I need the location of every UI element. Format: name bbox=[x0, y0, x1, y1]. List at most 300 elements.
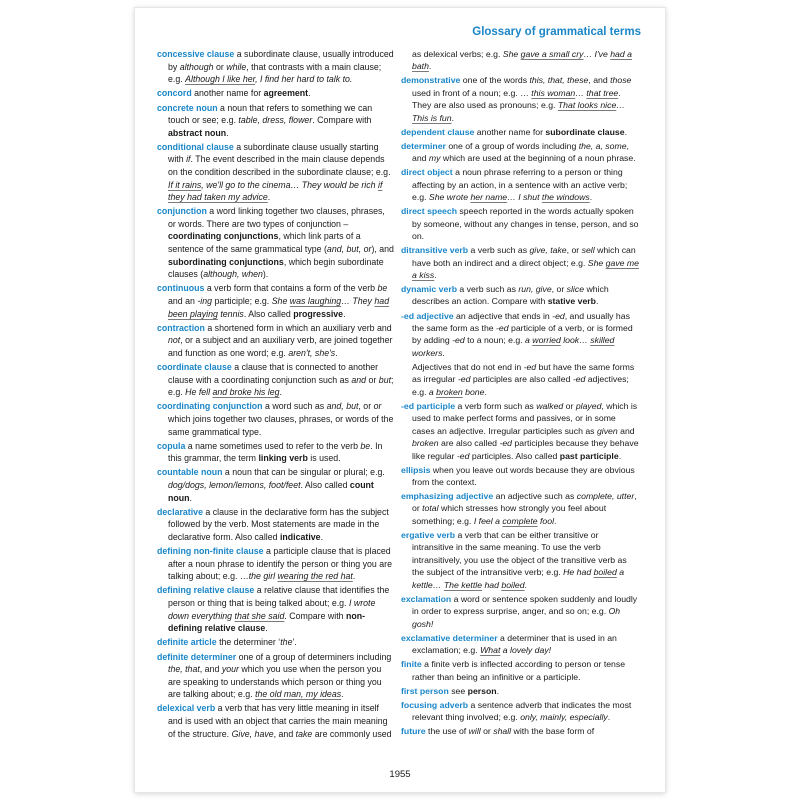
definition-text: which are used at the beginning of a noun phrase. bbox=[440, 153, 636, 164]
definition-text: , or bbox=[551, 284, 567, 295]
example-text: if bbox=[186, 154, 191, 165]
definition-text: a participle clause that is placed after a noun phrase to identify the person or thing you are talking about; e.g. … bbox=[168, 546, 392, 582]
glossary-entry bbox=[401, 490, 639, 527]
glossary-entry bbox=[401, 310, 639, 360]
example-text: dog/dogs, lemon/lemons, foot/feet bbox=[168, 480, 301, 491]
definition-text: , and usually has the same form as the bbox=[412, 310, 630, 333]
headword: direct object bbox=[401, 167, 453, 178]
glossary-entry bbox=[157, 466, 395, 504]
headword: contraction bbox=[157, 322, 205, 333]
definition-text: , or bbox=[358, 401, 374, 412]
definition-text: . The event described in the main clause depends on the condition described in the subordinate clause; e.g. bbox=[168, 154, 391, 177]
definition-text: Adjectives that do not end in bbox=[412, 361, 524, 372]
definition-text: one of a group of words including bbox=[445, 140, 579, 151]
example-text: table, dress, flower bbox=[238, 115, 313, 126]
definition-text: one of a group of determiners including bbox=[236, 651, 392, 662]
example-text: She bbox=[587, 257, 606, 268]
underlined-example: had a bath bbox=[412, 49, 632, 72]
example-text: a bbox=[428, 386, 437, 397]
definition-text: . bbox=[595, 296, 599, 307]
definition-text: participle; e.g. bbox=[212, 295, 272, 306]
cross-reference-term: progressive bbox=[293, 308, 344, 319]
glossary-entry bbox=[157, 545, 395, 583]
glossary-entry bbox=[157, 141, 395, 204]
definition-text: a verb such as bbox=[457, 284, 519, 295]
definition-text: speech reported in the words actually spoken by someone, without any changes in tense, person, and so on. bbox=[412, 206, 639, 242]
headword: -ed participle bbox=[401, 400, 456, 411]
definition-text: one of the words bbox=[460, 75, 530, 86]
underlined-example: the old man, my ideas bbox=[255, 689, 342, 700]
definition-text: . bbox=[308, 88, 311, 99]
definition-text: . bbox=[451, 112, 455, 123]
definition-text: another name for bbox=[474, 126, 546, 137]
definition-text: the use of bbox=[425, 726, 469, 737]
example-text: -ed bbox=[523, 361, 537, 372]
example-text: not bbox=[168, 335, 181, 346]
glossary-entry bbox=[157, 205, 395, 280]
headword: continuous bbox=[157, 283, 205, 294]
definition-text: . bbox=[589, 192, 593, 203]
definition-text: . bbox=[484, 386, 487, 397]
definition-text: which stresses how strongly you feel about something; e.g. bbox=[412, 503, 607, 526]
definition-text: , or a subject and an auxiliary verb, are joined together and function as one word; e.g. bbox=[168, 335, 393, 358]
headword: dependent clause bbox=[401, 126, 475, 137]
definition-text: participles. Also called bbox=[469, 450, 560, 461]
glossary-entry bbox=[157, 322, 395, 360]
example-text: She wrote bbox=[428, 192, 471, 203]
glossary-entry bbox=[157, 282, 395, 320]
definition-text: ), and bbox=[371, 244, 394, 255]
headword: defining relative clause bbox=[157, 585, 255, 596]
headword: ellipsis bbox=[401, 464, 431, 475]
underlined-example: was laughing bbox=[289, 295, 342, 306]
glossary-entry bbox=[401, 166, 639, 203]
definition-text: . bbox=[524, 579, 527, 590]
glossary-entry bbox=[401, 699, 639, 724]
definition-text: participles because they behave like regular bbox=[412, 438, 639, 461]
definition-text: . They are also used as pronouns; e.g. bbox=[412, 87, 621, 111]
definition-text: a word or sentence spoken suddenly and loudly in order to express surprise, anger, and so on; e.g. bbox=[412, 593, 638, 617]
definition-text: and an bbox=[168, 295, 198, 306]
definition-text: . bbox=[496, 685, 500, 696]
definition-text: which joins together two clauses, phrases, or words of the same grammatical type. bbox=[168, 413, 394, 437]
definition-text: is used. bbox=[307, 453, 341, 464]
glossary-entry bbox=[401, 464, 639, 489]
definition-text: or bbox=[480, 726, 494, 737]
headword: delexical verb bbox=[157, 703, 216, 714]
definition-text: . bbox=[352, 571, 356, 582]
example-text: the, that bbox=[168, 664, 200, 675]
definition-text: , and bbox=[412, 140, 629, 164]
glossary-entry bbox=[157, 506, 395, 544]
example-text: tennis bbox=[217, 308, 244, 319]
headword: conjunction bbox=[157, 206, 207, 217]
definition-text: a sentence adverb that indicates the most relevant thing involved; e.g. bbox=[412, 699, 632, 722]
cross-reference-term: agreement bbox=[263, 88, 309, 99]
glossary-entry bbox=[157, 361, 395, 399]
definition-text: . bbox=[434, 270, 437, 280]
example-text: slice bbox=[566, 284, 585, 295]
definition-text: . bbox=[265, 623, 268, 634]
example-text: take bbox=[295, 728, 313, 739]
headword: defining non-finite clause bbox=[157, 546, 264, 557]
cross-reference-term: subordinate clause bbox=[545, 126, 625, 137]
headword: definite determiner bbox=[157, 651, 237, 662]
glossary-entry bbox=[157, 400, 395, 438]
underlined-example: this woman bbox=[531, 87, 576, 98]
example-text: … bbox=[575, 87, 587, 98]
definition-text: a word such as bbox=[262, 401, 327, 412]
definition-text: an adjective such as bbox=[493, 491, 577, 501]
definition-text: ’. bbox=[292, 637, 297, 648]
underlined-example: skilled bbox=[590, 335, 615, 346]
headword: conditional clause bbox=[157, 141, 234, 152]
headword: future bbox=[401, 726, 426, 737]
definition-text: . Compare with bbox=[284, 610, 347, 621]
definition-text: a clause that is connected to another clause with a coordinating conjunction such as bbox=[168, 362, 379, 385]
underlined-example: What bbox=[480, 645, 501, 656]
definition-text: , or bbox=[412, 491, 637, 514]
definition-text: a determiner that is used in an exclamation; e.g. bbox=[412, 632, 617, 656]
headword: dynamic verb bbox=[401, 284, 458, 295]
underlined-example: gave me a kiss bbox=[412, 257, 639, 280]
definition-text: a word linking together two clauses, phrases, or words. There are two types of conjunction – bbox=[168, 206, 385, 229]
definition-text: a verb form that contains a form of the verb bbox=[204, 283, 378, 294]
definition-text: a shortened form in which an auxiliary verb and bbox=[204, 322, 392, 333]
example-text: -ed bbox=[496, 322, 509, 333]
definition-text: adjectives; e.g. bbox=[412, 374, 629, 397]
underlined-example: if they had taken my advice bbox=[168, 179, 383, 203]
example-text: those bbox=[610, 75, 632, 86]
definition-text: an adjective that ends in bbox=[453, 310, 553, 321]
definition-text: or bbox=[366, 374, 379, 385]
definition-text: a verb that can be either transitive or intransitive in the same meaning. To use the verb intransitively, you use the object of the transitive verb as the subject of the intransitive verb; e.g. bbox=[412, 529, 627, 578]
definition-text: a verb that has very little meaning in itself and is used with an object that carries the main meaning of the structure. bbox=[168, 703, 388, 739]
glossary-entry bbox=[157, 48, 395, 86]
definition-text: to a noun; e.g. bbox=[464, 335, 526, 346]
example-text: She bbox=[502, 49, 521, 59]
example-text: I wrote down everything bbox=[168, 598, 376, 621]
definition-text: . In this grammar, the term bbox=[168, 440, 383, 464]
definition-text: . bbox=[624, 126, 627, 137]
definition-text: . Also called bbox=[243, 308, 294, 319]
headword: ergative verb bbox=[401, 529, 456, 540]
example-text: , we'll go to the cinema… They would be rich bbox=[201, 179, 378, 190]
definition-text: or bbox=[563, 400, 576, 411]
definition-text: and bbox=[617, 425, 635, 436]
example-text: -ed bbox=[457, 374, 471, 385]
glossary-entry bbox=[157, 636, 395, 649]
underlined-example: The kettle bbox=[443, 579, 483, 590]
definition-text: . bbox=[618, 450, 622, 461]
example-text: … I shut bbox=[507, 192, 542, 203]
headword: concrete noun bbox=[157, 102, 218, 113]
underlined-example: wearing the red hat bbox=[277, 571, 353, 582]
definition-text: ; e.g. bbox=[168, 374, 394, 398]
definition-text: a finite verb is inflected according to person or tense rather than being an infinitive or a participle. bbox=[412, 659, 626, 682]
glossary-continuation bbox=[401, 48, 639, 73]
glossary-entry bbox=[401, 74, 639, 124]
example-text: -ed bbox=[552, 310, 565, 321]
example-text: Oh gosh! bbox=[412, 606, 621, 629]
example-text: although bbox=[179, 61, 214, 72]
page-number: 1955 bbox=[389, 769, 411, 780]
left-column bbox=[157, 48, 395, 742]
headword: emphasizing adjective bbox=[401, 491, 494, 501]
definition-text: as delexical verbs; e.g. bbox=[412, 49, 503, 59]
example-text: aren't, she's bbox=[288, 347, 336, 358]
definition-text: . bbox=[442, 347, 445, 358]
glossary-entry bbox=[401, 632, 639, 657]
underlined-example: gave a small cry bbox=[520, 49, 584, 59]
example-text: shall bbox=[493, 726, 512, 737]
headword: finite bbox=[401, 659, 422, 670]
example-text: … They bbox=[341, 295, 375, 306]
definition-text: , and bbox=[199, 664, 222, 675]
underlined-example: and broke his leg bbox=[212, 387, 280, 398]
example-text: sell bbox=[581, 245, 595, 256]
underlined-example: that tree bbox=[586, 87, 619, 98]
definition-text: . bbox=[267, 192, 271, 203]
definition-text: participle of a verb, or is formed by adding bbox=[412, 322, 633, 346]
headword: coordinating conjunction bbox=[157, 401, 263, 412]
underlined-example: boiled bbox=[593, 567, 617, 578]
definition-text: . bbox=[335, 347, 338, 358]
headword: exclamative determiner bbox=[401, 632, 498, 643]
definition-text: participles are also called bbox=[470, 374, 573, 385]
example-text: total bbox=[422, 503, 439, 514]
glossary-entry bbox=[157, 584, 395, 634]
right-column bbox=[401, 48, 639, 739]
example-text: broken bbox=[412, 438, 439, 449]
definition-text: . bbox=[343, 308, 346, 319]
underlined-example: Although I like her bbox=[185, 74, 256, 85]
definition-text: . bbox=[554, 515, 557, 526]
definition-text: a verb such as bbox=[468, 245, 530, 256]
definition-text: a verb form such as bbox=[455, 400, 537, 411]
glossary-entry bbox=[401, 725, 639, 737]
cross-reference-term: count noun bbox=[168, 480, 374, 503]
definition-text: a relative clause that identifies the person or thing that is being talked about; e.g. bbox=[168, 585, 390, 608]
glossary-entry bbox=[401, 593, 639, 630]
cross-reference-term: abstract noun bbox=[168, 127, 227, 138]
example-text: a bbox=[525, 335, 533, 346]
example-text: and, but, or bbox=[326, 244, 372, 255]
headword: concord bbox=[157, 88, 192, 99]
definition-text: . bbox=[189, 492, 192, 503]
example-text: but bbox=[378, 374, 392, 385]
headword: declarative bbox=[157, 506, 203, 517]
underlined-example: If it rains bbox=[168, 179, 202, 190]
definition-text: when you leave out words because they are obvious from the context. bbox=[412, 464, 635, 487]
cross-reference-term: indicative bbox=[279, 531, 321, 542]
definition-text: , and bbox=[588, 75, 611, 86]
headword: exclamation bbox=[401, 593, 452, 604]
definition-text: , which link parts of a sentence of the same grammatical type ( bbox=[168, 231, 361, 255]
example-text: given bbox=[596, 425, 618, 436]
example-text: -ed bbox=[572, 374, 586, 385]
cross-reference-term: past participle bbox=[559, 450, 619, 461]
example-text: workers bbox=[412, 347, 443, 358]
example-text: He had bbox=[563, 567, 594, 578]
definition-text: a subordinate clause, usually introduced by bbox=[168, 49, 394, 72]
definition-text: a noun phrase referring to a person or thing affecting by an action, in a sentence with an active verb; e.g. bbox=[412, 167, 628, 203]
glossary-entry bbox=[401, 140, 639, 165]
glossary-entry bbox=[157, 651, 395, 701]
glossary-entry bbox=[157, 440, 395, 465]
definition-text: , that contrasts with a main clause; e.g. bbox=[168, 61, 382, 85]
example-text: I feel a bbox=[473, 515, 503, 526]
underlined-example: complete bbox=[502, 515, 538, 526]
glossary-entry bbox=[157, 87, 395, 100]
definition-text: a subordinate clause usually starting with bbox=[168, 141, 379, 165]
example-text: She bbox=[271, 295, 290, 306]
underlined-example: This is fun bbox=[412, 112, 452, 123]
example-text: and bbox=[351, 374, 367, 385]
definition-text: a noun that refers to something we can touch or see; e.g. bbox=[168, 102, 373, 126]
underlined-example: broken bbox=[436, 386, 463, 397]
definition-text: . bbox=[607, 712, 611, 722]
headword: first person bbox=[401, 685, 449, 696]
definition-text: . bbox=[341, 689, 344, 700]
underlined-example: that she said bbox=[234, 610, 285, 621]
example-text: … bbox=[616, 100, 625, 111]
definition-text: or bbox=[213, 61, 227, 72]
definition-text: the determiner ‘ bbox=[216, 637, 281, 648]
definition-text: ). bbox=[262, 269, 269, 280]
example-text: fool bbox=[537, 515, 555, 526]
example-text: this, that, these bbox=[529, 75, 589, 86]
headword: countable noun bbox=[157, 467, 223, 478]
definition-text: which describes an action. Compare with bbox=[412, 284, 609, 307]
cross-reference-term: non-defining relative clause bbox=[168, 610, 366, 634]
example-text: will bbox=[468, 726, 481, 737]
underlined-example: That looks nice bbox=[557, 100, 617, 111]
example-text: although, when bbox=[203, 269, 263, 280]
example-text: and, but bbox=[326, 401, 359, 412]
example-text: bone bbox=[462, 386, 485, 397]
example-text: the, a, some bbox=[578, 140, 627, 151]
definition-text: , which begin subordinate clauses ( bbox=[168, 256, 384, 280]
running-header: Glossary of grammatical terms bbox=[472, 26, 641, 38]
headword: copula bbox=[157, 440, 186, 451]
headword: -ed adjective bbox=[401, 310, 454, 321]
glossary-entry bbox=[401, 685, 639, 697]
underlined-example: the windows bbox=[541, 192, 590, 203]
definition-text: see bbox=[448, 685, 468, 696]
glossary-entry bbox=[401, 283, 639, 308]
example-text: my bbox=[428, 153, 441, 164]
definition-text: . bbox=[428, 61, 432, 72]
headword: demonstrative bbox=[401, 75, 461, 86]
definition-text: a name sometimes used to refer to the verb bbox=[185, 440, 361, 451]
headword: direct speech bbox=[401, 206, 458, 217]
example-text: walked bbox=[536, 400, 564, 411]
glossary-entry bbox=[401, 205, 639, 242]
example-text: -ed bbox=[456, 450, 470, 461]
definition-text: which can have both an indirect and a direct object; e.g. bbox=[412, 245, 636, 268]
definition-text: with the base form of bbox=[511, 726, 595, 737]
example-text: look… bbox=[560, 335, 591, 346]
glossary-entry bbox=[401, 126, 639, 138]
example-text: your bbox=[221, 664, 239, 675]
example-text: had bbox=[482, 579, 502, 590]
headword: ditransitive verb bbox=[401, 245, 469, 256]
example-text: complete, utter bbox=[576, 491, 635, 501]
example-text: -ing bbox=[197, 295, 213, 306]
definition-text: another name for bbox=[191, 88, 264, 99]
glossary-continuation bbox=[401, 361, 639, 398]
definition-text: which you use when the person you are speaking to understands which person or thing you are talking about; e.g. bbox=[168, 664, 382, 700]
example-text: a lovely day! bbox=[500, 645, 552, 656]
underlined-example: boiled bbox=[501, 579, 525, 590]
definition-text: are commonly used bbox=[312, 728, 392, 739]
example-text: Give, have bbox=[231, 728, 274, 739]
cross-reference-term: person bbox=[467, 685, 497, 696]
glossary-entry bbox=[157, 702, 395, 740]
cross-reference-term: linking verb bbox=[258, 453, 308, 464]
example-text: run, give bbox=[518, 284, 552, 295]
dictionary-page bbox=[135, 8, 665, 792]
glossary-entry bbox=[401, 400, 639, 462]
example-text: be bbox=[377, 283, 388, 294]
underlined-example: had been playing bbox=[168, 295, 390, 319]
definition-text: . bbox=[226, 127, 229, 138]
headword: definite article bbox=[157, 637, 217, 648]
definition-text: , and bbox=[273, 728, 296, 739]
example-text: -ed bbox=[452, 335, 465, 346]
example-text: or bbox=[373, 401, 382, 412]
example-text: be bbox=[360, 440, 371, 451]
example-text: only, mainly, especially bbox=[520, 712, 608, 722]
example-text: -ed bbox=[499, 438, 512, 449]
definition-text: . Compare with bbox=[312, 115, 372, 126]
headword: focusing adverb bbox=[401, 699, 469, 710]
example-text: … I've bbox=[583, 49, 611, 59]
glossary-entry bbox=[401, 529, 639, 591]
cross-reference-term: coordinating conjunctions bbox=[168, 231, 279, 242]
glossary-entry bbox=[401, 244, 639, 281]
example-text: , I find her hard to talk to. bbox=[255, 74, 353, 85]
definition-text: used in front of a noun; e.g. … bbox=[412, 87, 532, 98]
definition-text: a noun that can be singular or plural; e.g. bbox=[222, 467, 385, 478]
headword: concessive clause bbox=[157, 49, 235, 59]
cross-reference-term: subordinating conjunctions bbox=[168, 256, 284, 267]
example-text: a kettle… bbox=[412, 567, 625, 590]
example-text: He fell bbox=[185, 387, 213, 398]
definition-text: . Also called bbox=[300, 480, 350, 491]
definition-text: . bbox=[320, 531, 324, 542]
example-text: the bbox=[280, 637, 293, 648]
definition-text: , which is used to make perfect forms and passives, or in some cases an adjective. Irregular participles such as bbox=[412, 400, 638, 436]
underlined-example: worried bbox=[532, 335, 561, 346]
glossary-entry bbox=[401, 658, 639, 683]
glossary-entry bbox=[157, 102, 395, 140]
example-text: give, take bbox=[529, 245, 567, 256]
definition-text: but have the same forms as irregular bbox=[412, 361, 635, 385]
definition-text: are also called bbox=[438, 438, 500, 449]
definition-text: , or bbox=[566, 245, 582, 256]
example-text: played bbox=[575, 400, 602, 411]
headword: determiner bbox=[401, 140, 446, 151]
definition-text: . bbox=[279, 387, 282, 398]
example-text: the girl bbox=[248, 571, 278, 582]
cross-reference-term: stative verb bbox=[547, 296, 596, 307]
headword: coordinate clause bbox=[157, 362, 232, 373]
example-text: while bbox=[226, 61, 247, 72]
underlined-example: her name bbox=[470, 192, 508, 203]
definition-text: a clause in the declarative form has the subject followed by the verb. Most statements are made in the declarative form. Also called bbox=[168, 506, 389, 542]
